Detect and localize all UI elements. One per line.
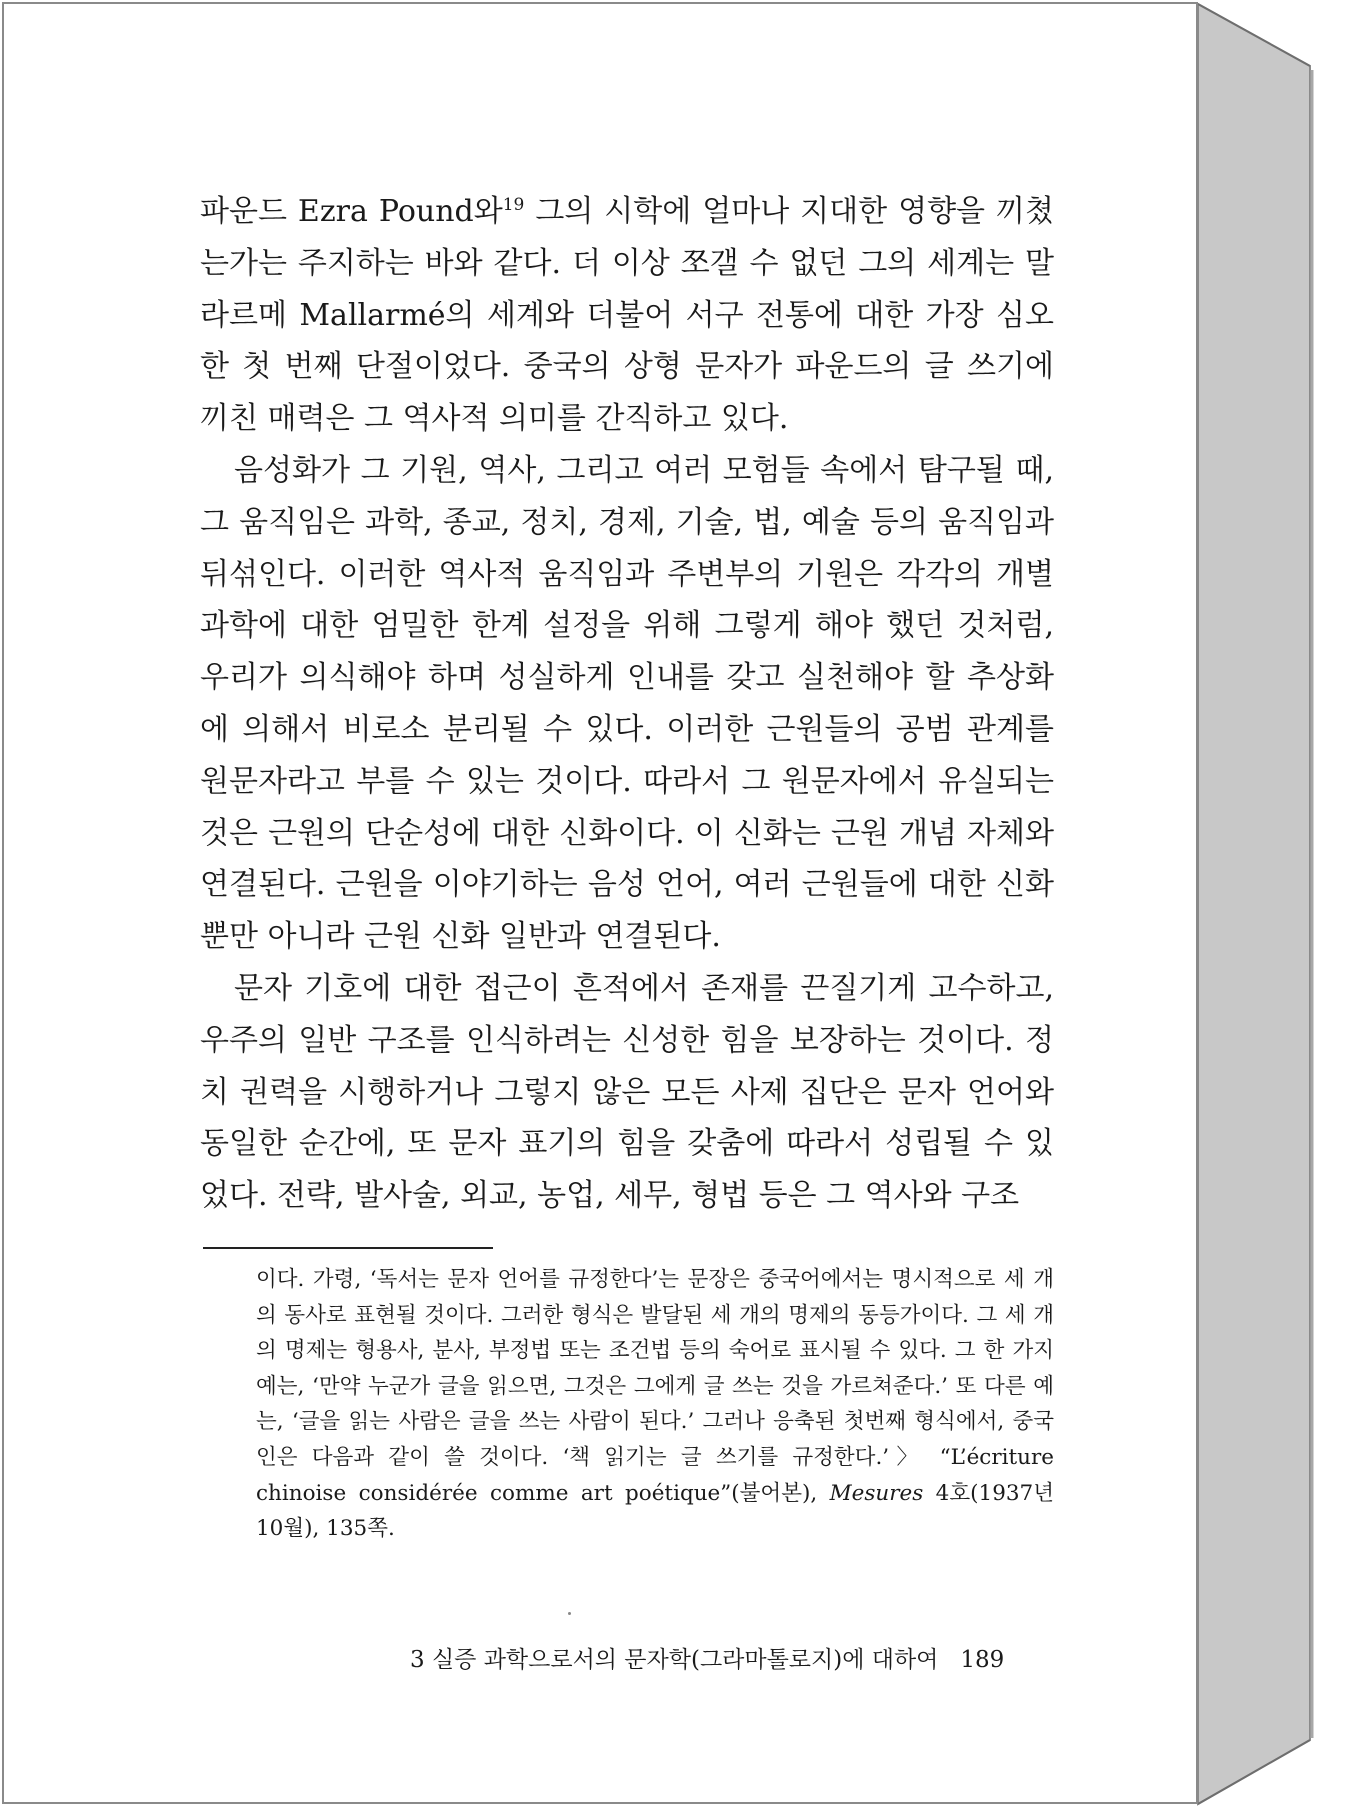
footnote-text-end: 4호(1937년 10월), 135쪽.	[256, 1480, 1054, 1542]
print-speck	[568, 1612, 571, 1615]
paragraph-1	[200, 186, 1054, 445]
body-text	[200, 186, 1054, 1222]
paragraph-1-rest: 그의 시학에 얼마나 지대한 영향을 끼쳤는가는 주지하는 바와 같다. 더 이상 쪼갤 수 없던 그의 세계는 말라르메 Mallarmé의 세계와 더불어 서구 전통에 대한 가장 심오한 첫 번째 단절이었다. 중국의 상형 문자가 파운드의 글 쓰기에 끼친 매력은 그 역사적 의미를 간직하고 있다.	[200, 194, 1054, 437]
footnote-journal-title: Mesures	[829, 1480, 924, 1506]
footnote-reference-19: 19	[502, 195, 525, 215]
paragraph-2: 음성화가 그 기원, 역사, 그리고 여러 모험들 속에서 탐구될 때, 그 움직임은 과학, 종교, 정치, 경제, 기술, 법, 예술 등의 움직임과 뒤섞인다. 이러한 역사적 움직임과 주변부의 기원은 각각의 개별 과학에 대한 엄밀한 한계 설정을 위해 그렇게 해야 했던 것처럼, 우리가 의식해야 하며 성실하게 인내를 갖고 실천해야 할 추상화에 의해서 비로소 분리될 수 있다. 이러한 근원들의 공범 관계를 원문자라고 부를 수 있는 것이다. 따라서 그 원문자에서 유실되는 것은 근원의 단순성에 대한 신화이다. 이 신화는 근원 개념 자체와 연결된다. 근원을 이야기하는 음성 언어, 여러 근원들에 대한 신화뿐만 아니라 근원 신화 일반과 연결된다.	[200, 452, 1054, 955]
page-number: 189	[960, 1647, 1005, 1673]
book-side-face	[1198, 4, 1310, 1804]
paragraph-1-start: 파운드 Ezra Pound와	[200, 194, 503, 229]
footnote-text	[256, 1262, 1054, 1547]
footnote	[256, 1262, 1054, 1547]
chapter-title: 3 실증 과학으로서의 문자학(그라마톨로지)에 대하여	[410, 1647, 939, 1673]
footnote-text-main: 이다. 가령, ‘독서는 문자 언어를 규정한다’는 문장은 중국어에서는 명시적으로 세 개의 동사로 표현될 것이다. 그러한 형식은 발달된 세 개의 명제의 동등가이다. 그 세 개의 명제는 형용사, 분사, 부정법 또는 조건법 등의 숙어로 표시될 수 있다. 그 한 가지 예는, ‘만약 누군가 글을 읽으면, 그것은 그에게 글 쓰는 것을 가르쳐준다.’ 또 다른 예는, ‘글을 읽는 사람은 글을 쓰는 사람이 된다.’ 그러나 응축된 첫번째 형식에서, 중국인은 다음과 같이 쓸 것이다. ‘책 읽기는 글 쓰기를 규정한다.’〉 “L’écriture chinoise considérée comme art poétique”(불어본),	[256, 1267, 1054, 1506]
paragraph-3: 문자 기호에 대한 접근이 흔적에서 존재를 끈질기게 고수하고, 우주의 일반 구조를 인식하려는 신성한 힘을 보장하는 것이다. 정치 권력을 시행하거나 그렇지 않은 모든 사제 집단은 문자 언어와 동일한 순간에, 또 문자 표기의 힘을 갖춤에 따라서 성립될 수 있었다. 전략, 발사술, 외교, 농업, 세무, 형법 등은 그 역사와 구조	[200, 970, 1054, 1214]
footnote-separator	[203, 1247, 493, 1249]
running-footer	[410, 1644, 1004, 1676]
